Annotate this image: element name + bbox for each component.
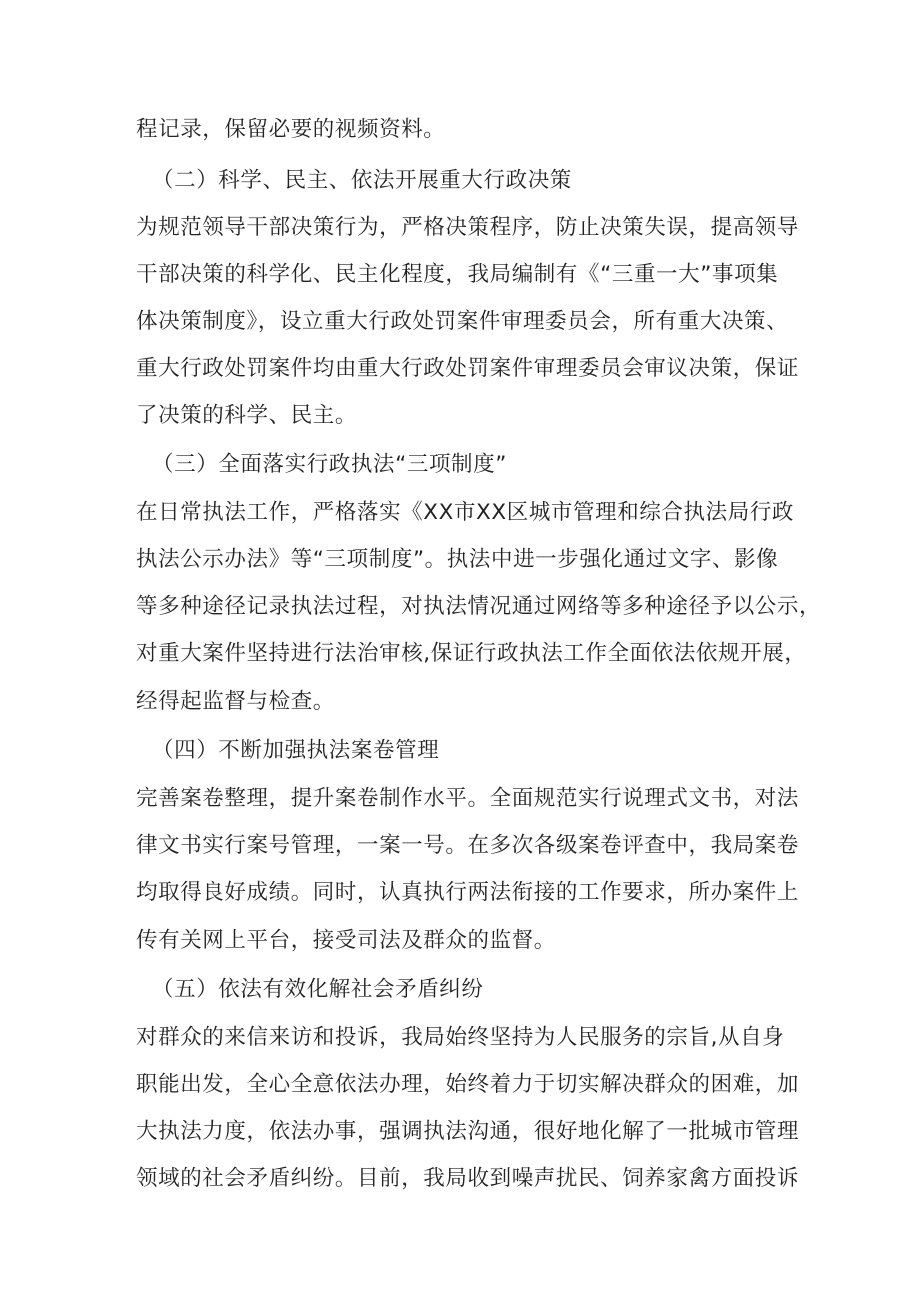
- body-text-line: 大执法力度，依法办事，强调执法沟通，很好地化解了一批城市管理: [136, 1119, 800, 1144]
- body-text-line: 程记录，保留必要的视频资料。: [136, 117, 446, 142]
- body-text-line: 经得起监督与检查。: [136, 689, 335, 714]
- body-text-line: 干部决策的科学化、民主化程度，我局编制有《“三重一大”事项集: [136, 262, 779, 287]
- body-text-line: 体决策制度》，设立重大行政处罚案件审理委员会，所有重大决策、: [136, 309, 789, 334]
- body-text-line: 均取得良好成绩。同时，认真执行两法衔接的工作要求，所办案件上: [136, 880, 800, 905]
- body-text-line: 在日常执法工作，严格落实《XX市XX区城市管理和综合执法局行政: [136, 500, 795, 525]
- body-text-line: 了决策的科学、民主。: [136, 403, 358, 428]
- body-text-line: 完善案卷整理，提升案卷制作水平。全面规范实行说理式文书，对法: [136, 786, 800, 811]
- body-text-line: 执法公示办法》等“三项制度”。执法中进一步强化通过文字、影像: [136, 547, 779, 572]
- section-heading-4: （四）不断加强执法案卷管理: [152, 738, 440, 763]
- body-text-line: 领域的社会矛盾纠纷。目前，我局收到噪声扰民、饲养家禽方面投诉: [136, 1166, 800, 1191]
- body-text-line: 为规范领导干部决策行为，严格决策程序，防止决策失误，提高领导: [136, 215, 800, 240]
- body-text-line: 对群众的来信来访和投诉，我局始终坚持为人民服务的宗旨,从自身: [136, 1025, 785, 1050]
- body-text-line: 等多种途径记录执法过程，对执法情况通过网络等多种途径予以公示，: [136, 594, 822, 619]
- section-heading-5: （五）依法有效化解社会矛盾纠纷: [152, 977, 484, 1002]
- body-text-line: 传有关网上平台，接受司法及群众的监督。: [136, 928, 556, 953]
- body-text-line: 对重大案件坚持进行法治审核,保证行政执法工作全面依法依规开展，: [136, 641, 807, 666]
- body-text-line: 职能出发，全心全意依法办理，始终着力于切实解决群众的困难，加: [136, 1072, 800, 1097]
- section-heading-3: （三）全面落实行政执法“三项制度”: [152, 452, 507, 477]
- body-text-line: 重大行政处罚案件均由重大行政处罚案件审理委员会审议决策，保证: [136, 356, 800, 381]
- section-heading-2: （二）科学、民主、依法开展重大行政决策: [152, 168, 572, 193]
- body-text-line: 律文书实行案号管理，一案一号。在多次各级案卷评查中，我局案卷: [136, 833, 800, 858]
